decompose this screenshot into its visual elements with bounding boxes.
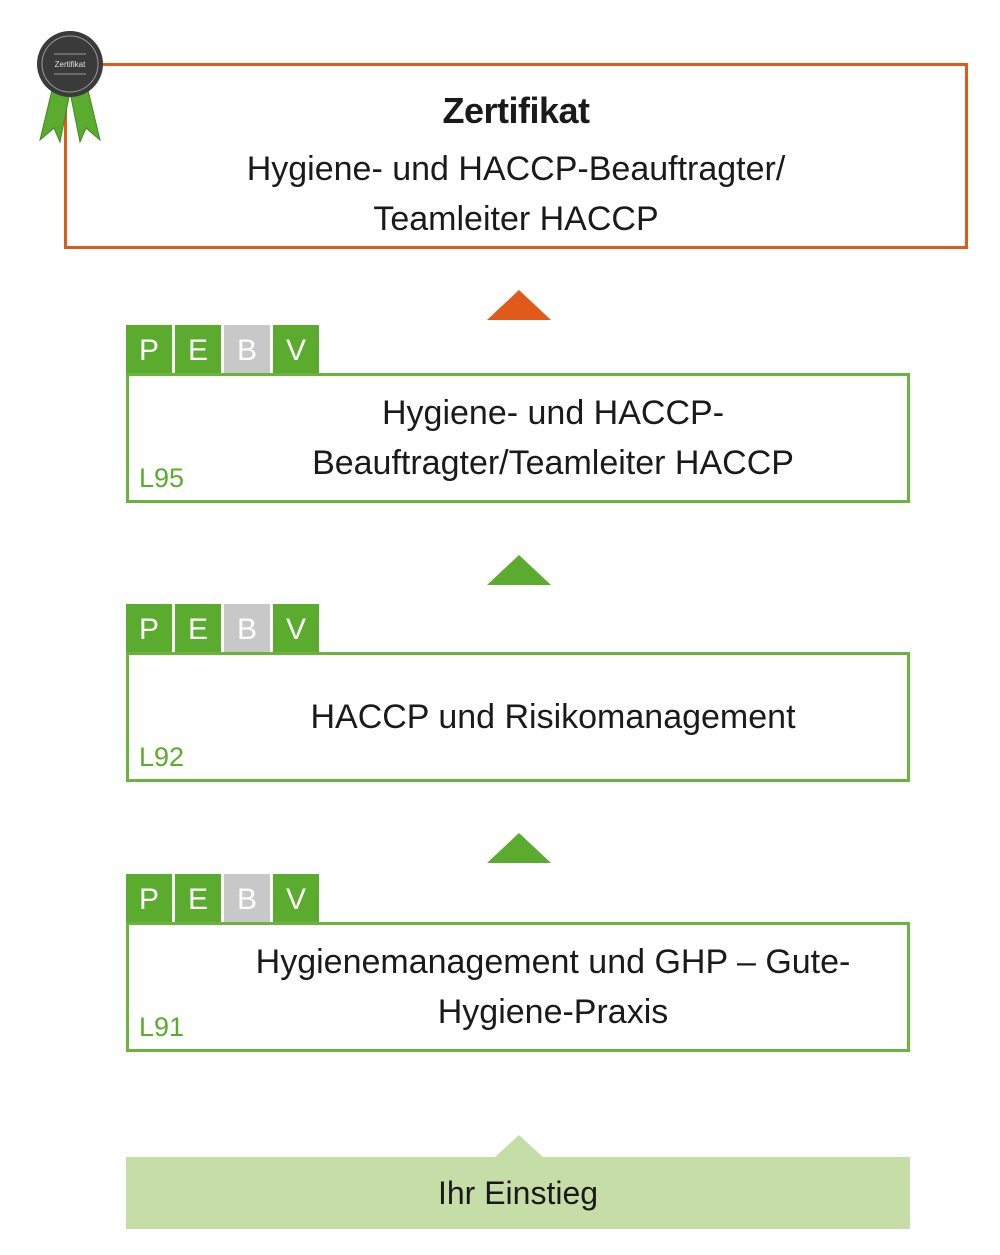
arrow-up-icon	[487, 555, 551, 585]
arrow-up-icon	[487, 290, 551, 320]
module-box	[126, 373, 910, 503]
tab-v: V	[273, 325, 319, 375]
certificate-heading: Zertifikat	[442, 90, 590, 131]
tab-v: V	[273, 604, 319, 654]
entry-label: Ihr Einstieg	[437, 1174, 599, 1211]
module-title: HACCP und Risikomanagement	[310, 698, 796, 736]
tab-b: B	[224, 325, 270, 375]
tab-p: P	[126, 874, 172, 924]
module-tabs	[126, 604, 322, 654]
module-code: L92	[139, 742, 185, 772]
certificate-box	[64, 63, 968, 249]
module-box	[126, 652, 910, 782]
tab-e: E	[175, 874, 221, 924]
certificate-badge-icon	[30, 30, 110, 150]
badge-label: Zertifikat	[54, 60, 86, 69]
module-code: L95	[139, 463, 185, 493]
tab-e: E	[175, 604, 221, 654]
entry-bar	[126, 1157, 910, 1229]
tab-v: V	[273, 874, 319, 924]
module-title: Hygiene- und HACCP-Beauftragter/Teamleiter HACCP	[312, 394, 794, 482]
module-tabs	[126, 325, 322, 375]
tab-b: B	[224, 604, 270, 654]
tab-e: E	[175, 325, 221, 375]
tab-p: P	[126, 604, 172, 654]
module-code: L91	[139, 1012, 185, 1042]
certificate-title: Hygiene- und HACCP-Beauftragter/ Teamleiter HACCP	[246, 150, 786, 238]
module-box	[126, 922, 910, 1052]
module-title: Hygienemanagement und GHP – Gute-Hygiene-Praxis	[255, 943, 851, 1031]
tab-p: P	[126, 325, 172, 375]
tab-b: B	[224, 874, 270, 924]
module-tabs	[126, 874, 322, 924]
arrow-up-icon	[487, 833, 551, 863]
entry-notch-icon	[494, 1135, 544, 1158]
